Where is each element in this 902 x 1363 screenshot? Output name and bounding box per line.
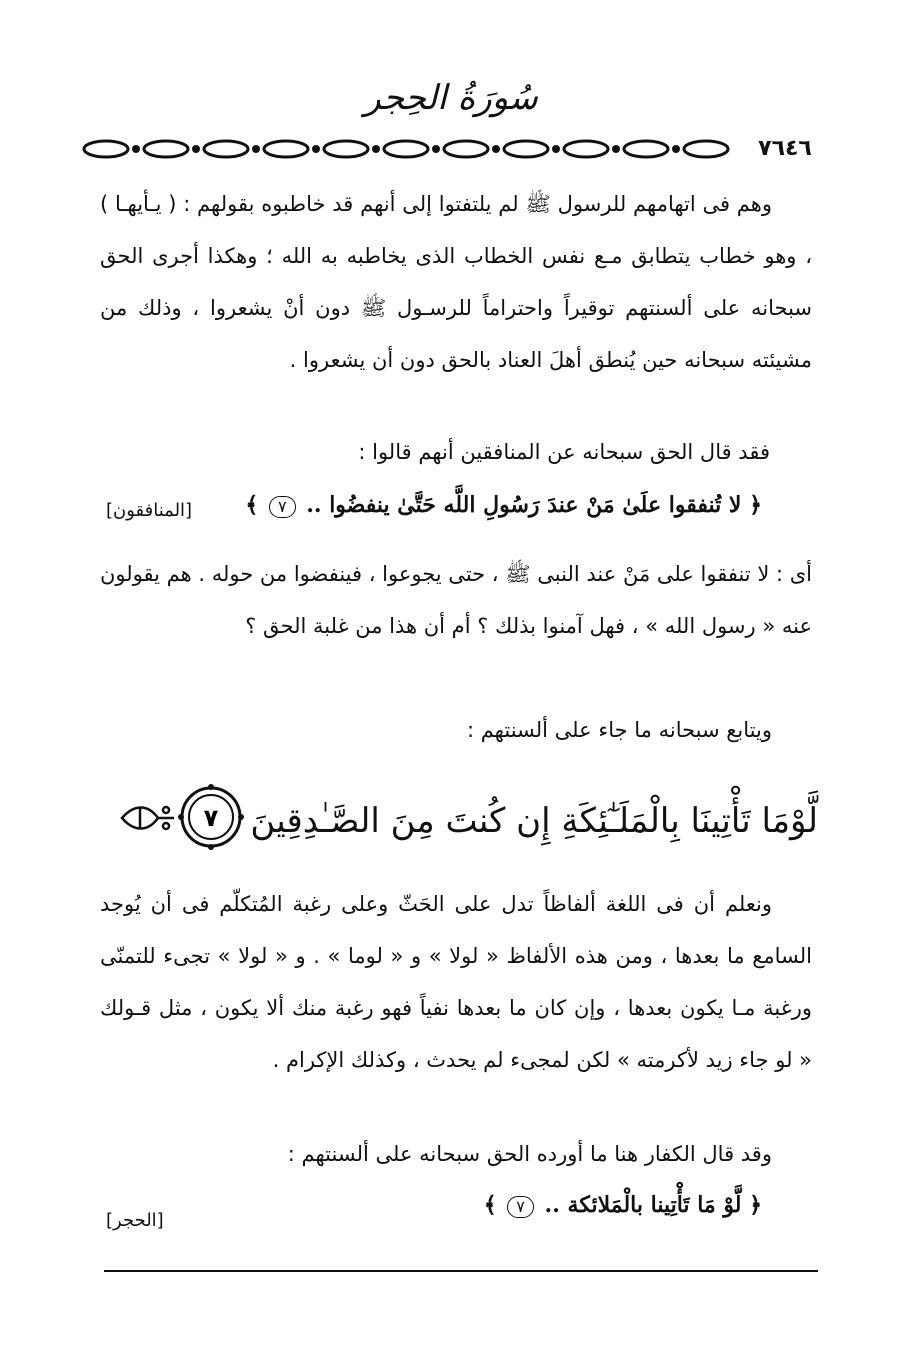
quote-text: لا تُنفقوا علَىٰ مَنْ عندَ رَسُولِ اللَّه حَتَّىٰ ينفضُوا .. [306,492,742,518]
surah-reference: [الحجر] [106,1210,164,1231]
floral-ornament-icon [118,798,176,838]
page-number: ٧٦٤٦ [730,132,840,166]
ornate-bracket-open: ﴿ [749,1192,762,1218]
surah-reference: [المنافقون] [106,500,193,521]
footer-divider [104,1270,818,1272]
quote-text: لَّوْ مَا تَأْتِينا بالْمَلائكة .. [544,1192,742,1218]
paragraph: ويتابع سبحانه ما جاء على ألسنتهم : [466,718,772,742]
paragraph: ونعلم أن فى اللغة ألفاظاً تدل على الحَثّ وعلى رغبة المُتكلّم فى أن يُوجد السامع ما بعدها ، ومن هذه الألفاظ « لولا » و « لوما » . و « لولا » تجىء للتمنّى ورغبة مـا يكون بعدها ، وإن كان ما بعدها نفياً فهو رغبة منك ألا يكون ، مثل قـولك « لو جاء زيد لأكرمته » لكن لمجىء لم يحدث ، وكذلك الإكرام . [100,892,812,1072]
ornate-bracket-open: ﴿ [749,492,762,518]
paragraph: وقد قال الكفار هنا ما أورده الحق سبحانه على ألسنتهم : [287,1142,772,1166]
verse-ayah-number: ٧ [203,804,219,832]
chain-ornament-icon [76,132,838,166]
ayah-number-marker: ٧ [507,1196,534,1218]
paragraph: أى : لا تنفقوا على مَنْ عند النبى ﷺ ، حتى يجوعوا ، فينفضوا من حوله . هم يقولون عنه « رسول الله » ، فهل آمنوا بذلك ؟ أم أن هذا من غلبة الحق ؟ [100,562,812,638]
header-ornament-band [76,132,838,166]
ayah-medallion-icon [178,784,244,850]
ayah-number-marker: ٧ [269,496,296,518]
surah-title: سُورَةُ الحِجر [364,78,538,118]
paragraph: وهم فى اتهامهم للرسول ﷺ لم يلتفتوا إلى أنهم قد خاطبوه بقولهم : ( يـأيهـا ) ، وهو خطاب يتطابق مـع نفس الخطاب الذى يخاطبه به الله ؛ وهكذا أجرى الحق سبحانه على ألسنتهم توقيراً واحتراماً للرسـول ﷺ دون أنْ يشعروا ، وذلك من مشيئته سبحانه حين يُنطق أهلَ العناد بالحق دون أن يشعروا . [100,192,812,372]
ornate-bracket-close: ﴾ [483,1192,497,1218]
quran-verse-block [118,780,818,862]
quran-quote [245,492,762,518]
paragraph: فقد قال الحق سبحانه عن المنافقين أنهم قالوا : [358,440,770,464]
ornate-bracket-close: ﴾ [245,492,259,518]
quran-quote [484,1192,762,1218]
verse-text: لَّوْمَا تَأْتِينَا بِالْمَلَـٰٓئِكَةِ إِن كُنتَ مِنَ الصَّـٰدِقِينَ [250,801,818,841]
